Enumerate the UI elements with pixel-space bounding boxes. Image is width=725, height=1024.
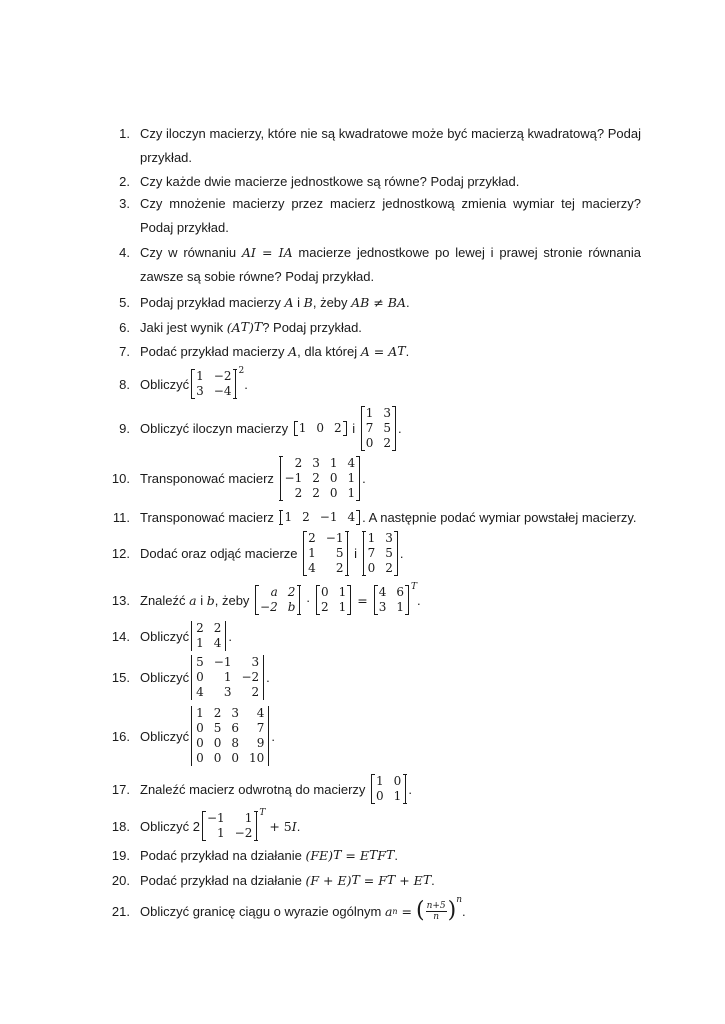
problem-number: 9. — [119, 420, 130, 436]
problem-number: 10. — [111, 470, 130, 486]
matrix-cell: 2 — [383, 435, 392, 450]
problem-text: Podać przykład macierzy A , dla której A = A T . — [140, 343, 410, 359]
problem-text: Znaleźć macierz odwrotną do macierzy 1 0 0 1 . — [140, 774, 412, 803]
matrix-cell: 3 — [196, 384, 204, 398]
matrix-cell: 9 — [256, 736, 265, 750]
matrix-cell: 1 — [396, 600, 404, 614]
matrix-cell: 2 — [312, 470, 320, 485]
problem-8 — [106, 367, 641, 401]
problem-text: Transponować macierz 2 3 1 4 −1 2 0 1 2 2 0 1 . — [140, 455, 366, 500]
problem-17 — [106, 772, 641, 806]
problem-number: 12. — [111, 545, 130, 561]
matrix — [361, 406, 396, 451]
matrix-cell: −1 — [284, 470, 303, 485]
problem-text: Podać przykład na działanie (FE) T = E T F T . — [140, 847, 398, 863]
matrix-cell: 7 — [256, 721, 265, 735]
problem-number: 7. — [119, 343, 130, 359]
problem-number: 1. — [119, 126, 130, 141]
matrix — [255, 585, 300, 615]
problem-text: Czy w równaniu AI = IA macierze jednostkowe po lewej i prawej stronie równania zawsze są sobie równe? Podaj przykład. — [140, 245, 641, 284]
problem-text: Znaleźć a i b , żeby a 2 −2 b · 0 1 2 1 = 4 6 3 1 $^T$ . — [140, 582, 421, 614]
matrix — [303, 531, 348, 576]
matrix-cell: 2 — [335, 560, 344, 575]
matrix-cell: 3 — [378, 600, 387, 614]
problem-number: 5. — [119, 294, 130, 310]
problem-text: Czy mnożenie macierzy przez macierz jednostkową zmienia wymiar tej macierzy? Podaj przykład. — [140, 196, 641, 235]
matrix-cell: −2 — [260, 600, 278, 614]
matrix — [202, 811, 257, 841]
problem-text: Podać przykład na działanie (F + E) T = F T + E T . — [140, 872, 435, 888]
matrix-cell: 5 — [335, 545, 344, 560]
matrix-cell: 2 — [196, 621, 204, 635]
matrix-cell: 4 — [196, 684, 204, 699]
row-matrix — [280, 510, 361, 525]
matrix-cell: 2 — [308, 530, 316, 545]
matrix-cell: 0 — [213, 751, 222, 765]
matrix-cell: 1 — [329, 455, 338, 470]
problem-20 — [106, 871, 641, 889]
matrix-cell: b — [287, 600, 296, 614]
matrix-cell: 3 — [383, 405, 392, 420]
matrix-cell: −1 — [213, 654, 232, 669]
matrix-cell: 0 — [196, 669, 204, 684]
problem-19 — [106, 846, 641, 864]
problem-9 — [106, 405, 641, 451]
matrix-cell: 0 — [316, 420, 324, 435]
determinant — [191, 621, 226, 651]
problem-text: Obliczyć 1 −2 3 −4 $^2$ . — [140, 366, 248, 398]
matrix-cell: 2 — [385, 560, 393, 575]
matrix-cell: 1 — [217, 826, 225, 840]
matrix-cell: 0 — [196, 721, 204, 735]
row-matrix — [294, 421, 347, 436]
matrix — [374, 585, 409, 615]
problem-10 — [106, 455, 641, 501]
problem-text: Obliczyć iloczyn macierzy 1 0 2 i 1 3 7 5 0 2 . — [140, 405, 402, 450]
matrix-cell: 4 — [308, 560, 316, 575]
problem-15 — [106, 654, 641, 700]
matrix-cell: −1 — [206, 811, 225, 825]
matrix-cell: 1 — [244, 811, 253, 825]
problem-number: 20. — [111, 872, 130, 888]
problem-number: 4. — [119, 245, 130, 260]
problem-text: Transponować macierz 1 2 −1 4 . A następnie podać wymiar powstałej macierzy. — [140, 509, 637, 525]
matrix-cell: 1 — [376, 774, 384, 788]
problem-number: 21. — [111, 903, 130, 919]
matrix-cell: 1 — [367, 530, 376, 545]
matrix-cell: 5 — [213, 721, 222, 735]
matrix-cell: 1 — [308, 545, 316, 560]
fraction: $\frac{n+5}{n}$ — [426, 900, 446, 922]
matrix-cell: 3 — [223, 684, 232, 699]
problem-text: Obliczyć 2 −1 1 1 −2 $^T$ + 5 I . — [140, 808, 301, 840]
matrix-cell: 3 — [251, 654, 260, 669]
matrix-cell: a — [270, 585, 278, 599]
problem-text: Obliczyć 2 2 1 4 . — [140, 621, 233, 650]
problem-number: 17. — [111, 781, 130, 797]
problem-text: Czy każde dwie macierze jednostkowe są równe? Podaj przykład. — [140, 173, 520, 189]
matrix-cell: 7 — [367, 545, 376, 560]
matrix — [191, 369, 236, 399]
problem-number: 8. — [119, 376, 130, 392]
problem-6 — [106, 318, 641, 336]
problem-number: 2. — [119, 173, 130, 189]
problem-text: Czy iloczyn macierzy, które nie są kwadratowe może być macierzą kwadratową? Podaj przykład. — [140, 126, 641, 165]
matrix-cell: 2 — [333, 420, 342, 435]
matrix-cell: 1 — [223, 669, 232, 684]
matrix — [280, 456, 361, 501]
problem-number: 15. — [111, 669, 130, 685]
problem-4 — [106, 241, 641, 289]
problem-number: 19. — [111, 847, 130, 863]
matrix-cell: 0 — [365, 435, 374, 450]
matrix-cell: −4 — [213, 384, 232, 398]
matrix-cell: 8 — [231, 736, 240, 750]
matrix-cell: 1 — [298, 420, 307, 435]
matrix-cell: 5 — [196, 654, 204, 669]
matrix-cell: 0 — [213, 736, 222, 750]
matrix-cell: 1 — [196, 636, 204, 650]
matrix-cell: 5 — [385, 545, 393, 560]
matrix-cell: 1 — [196, 369, 204, 383]
matrix-cell: 2 — [213, 621, 222, 635]
matrix-cell: 2 — [302, 509, 310, 524]
matrix-cell: 3 — [231, 706, 240, 720]
matrix-cell: 1 — [196, 706, 204, 720]
matrix-cell: 2 — [320, 600, 329, 614]
matrix-cell: 7 — [365, 420, 374, 435]
problem-text: Jaki jest wynik (A T ) T ? Podaj przykład. — [140, 319, 362, 335]
matrix-cell: 1 — [365, 405, 374, 420]
problem-7 — [106, 342, 641, 360]
matrix-cell: 0 — [367, 560, 376, 575]
matrix — [316, 585, 351, 615]
problem-text: Obliczyć 5 −1 3 0 1 −2 4 3 2 . — [140, 654, 270, 699]
matrix-cell: 4 — [256, 706, 265, 720]
matrix-cell: −2 — [234, 826, 253, 840]
matrix-cell: −2 — [241, 669, 260, 684]
matrix-cell: 1 — [347, 485, 356, 500]
problem-text: Obliczyć granicę ciągu o wyrazie ogólnym a n = ( $\frac{n+5}{n}$ ) n . — [140, 895, 466, 923]
problem-3 — [106, 192, 641, 240]
matrix-cell: 1 — [338, 600, 347, 614]
problem-text: Podaj przykład macierzy A i B , żeby AB ≠ BA . — [140, 294, 410, 310]
matrix — [371, 774, 406, 804]
matrix-cell: 0 — [329, 485, 338, 500]
matrix-cell: 2 — [251, 684, 260, 699]
matrix-cell: 0 — [376, 789, 384, 803]
matrix-cell: 6 — [396, 585, 404, 599]
matrix-cell: 4 — [347, 509, 356, 524]
matrix-cell: 2 — [287, 585, 296, 599]
problem-14 — [106, 619, 641, 653]
problem-1 — [106, 122, 641, 170]
matrix-cell: 2 — [213, 706, 222, 720]
determinant — [191, 655, 264, 700]
matrix-cell: 5 — [383, 420, 392, 435]
problem-number: 6. — [119, 319, 130, 335]
matrix-cell: 1 — [284, 509, 293, 524]
problem-text: Dodać oraz odjąć macierze 2 −1 1 5 4 2 i 1 3 7 5 0 2 . — [140, 530, 404, 575]
matrix-cell: 10 — [249, 751, 265, 765]
matrix-cell: 3 — [385, 530, 393, 545]
matrix-cell: 1 — [338, 585, 347, 599]
problem-number: 14. — [111, 628, 130, 644]
matrix-cell: 0 — [231, 751, 240, 765]
problem-number: 16. — [111, 728, 130, 744]
matrix-cell: −1 — [319, 509, 338, 524]
matrix-cell: −2 — [213, 369, 232, 383]
problem-number: 11. — [112, 509, 130, 525]
matrix-cell: 0 — [393, 774, 402, 788]
matrix-cell: 4 — [213, 636, 222, 650]
problem-12 — [106, 530, 641, 576]
problem-number: 18. — [111, 818, 130, 834]
matrix-cell: 2 — [294, 485, 303, 500]
matrix-cell: 0 — [320, 585, 329, 599]
problem-number: 3. — [119, 196, 130, 211]
problem-number: 13. — [111, 592, 130, 608]
problem-11 — [106, 508, 641, 526]
problem-16 — [106, 705, 641, 767]
determinant — [191, 706, 269, 766]
matrix-cell: 6 — [231, 721, 240, 735]
matrix-cell: 3 — [312, 455, 320, 470]
problem-5 — [106, 293, 641, 311]
matrix — [363, 531, 398, 576]
matrix-cell: 1 — [393, 789, 402, 803]
matrix-cell: 2 — [312, 485, 320, 500]
matrix-cell: 4 — [378, 585, 387, 599]
problem-text: Obliczyć 1 2 3 4 0 5 6 7 0 0 8 9 0 0 0 10 . — [140, 706, 275, 765]
problem-2 — [106, 172, 641, 190]
problem-13 — [106, 582, 641, 618]
matrix-cell: 0 — [196, 751, 204, 765]
problem-21 — [106, 896, 641, 926]
matrix-cell: 0 — [329, 470, 338, 485]
problem-18 — [106, 808, 641, 844]
matrix-cell: 4 — [347, 455, 356, 470]
matrix-cell: 0 — [196, 736, 204, 750]
matrix-cell: 1 — [347, 470, 356, 485]
matrix-cell: −1 — [325, 530, 344, 545]
matrix-cell: 2 — [294, 455, 303, 470]
